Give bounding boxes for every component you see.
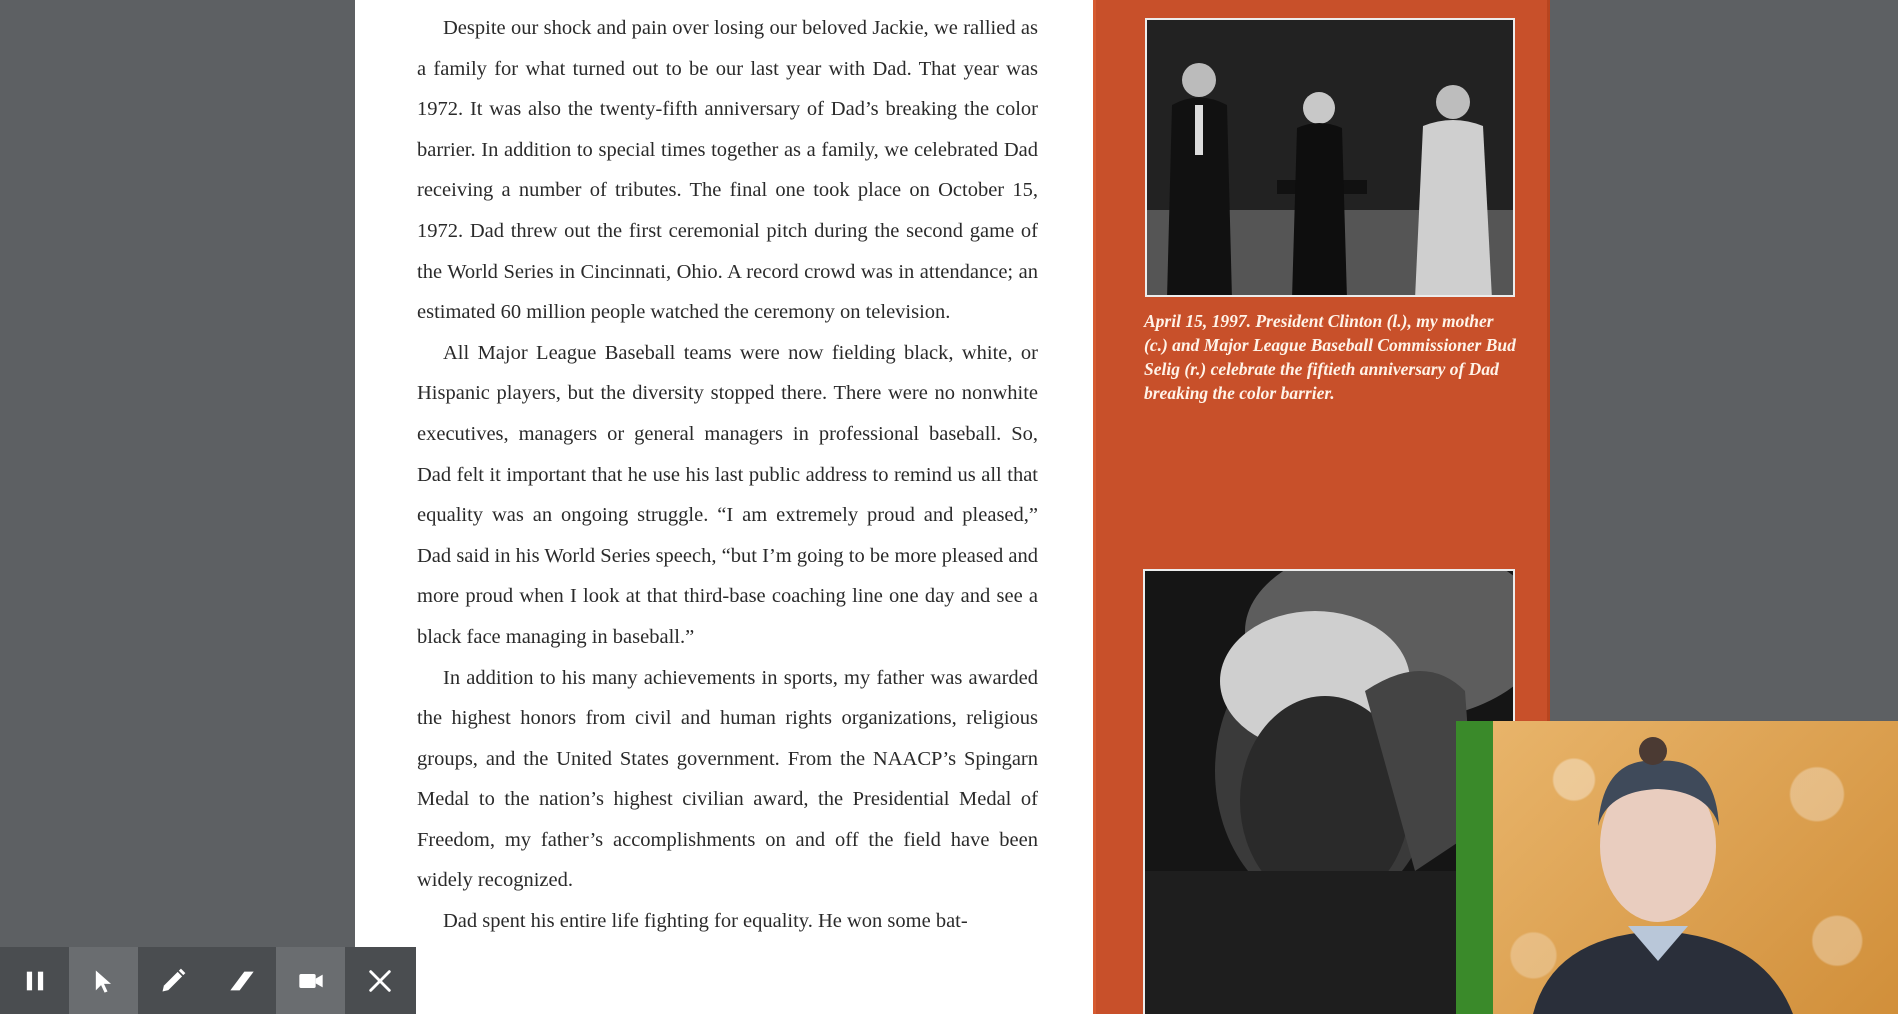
webcam-border-bar (1456, 721, 1493, 1014)
ceremony-photo (1145, 18, 1515, 297)
pause-icon (21, 967, 49, 995)
eraser-tool-button[interactable] (207, 947, 276, 1014)
presentation-toolbar (0, 947, 416, 1014)
cursor-icon (90, 967, 118, 995)
document-page (355, 0, 1093, 1014)
video-camera-icon (297, 967, 325, 995)
paragraph-2: All Major League Baseball teams were now fielding black, white, or Hispanic players, but the diversity stopped there. There were no nonwhite executives, managers or general managers in professional baseball. So, Dad felt it important that he use his last public address to remind us all that equality was an ongoing struggle. “I am extremely proud and pleased,” Dad said in his World Series speech, “but I’m going to be more pleased and more proud when I look at that third-base coaching line one day and see a black face managing in baseball.” (417, 341, 1038, 648)
close-button[interactable] (345, 947, 414, 1014)
close-icon (366, 967, 394, 995)
paragraph-4: Dad spent his entire life fighting for equality. He won some bat- (443, 910, 968, 933)
camera-toggle-button[interactable] (276, 947, 345, 1014)
webcam-person (1493, 721, 1898, 1014)
paragraph-3: In addition to his many achievements in sports, my father was awarded the highest honors from civil and human rights organizations, religious groups, and the United States government. From the NAACP’s Spingarn Medal to the nation’s highest civilian award, the Presidential Medal of Freedom, my father’s accomplishments on and off the field have been widely recognized. (417, 666, 1038, 892)
eraser-icon (228, 967, 256, 995)
paragraph-1: Despite our shock and pain over losing our beloved Jackie, we rallied as a family for what turned out to be our last year with Dad. That year was 1972. It was also the twenty-fifth anniversary of Dad’s breaking the color barrier. In addition to special times together as a family, we celebrated Dad receiving a number of tributes. The final one took place on October 15, 1972. Dad threw out the first ceremonial pitch during the second game of the World Series in Cincinnati, Ohio. A record crowd was in attendance; an estimated 60 million people watched the ceremony on television. (417, 17, 1038, 324)
pen-tool-button[interactable] (138, 947, 207, 1014)
pencil-icon (159, 967, 187, 995)
webcam-feed (1456, 721, 1898, 1014)
pause-button[interactable] (0, 947, 69, 1014)
photo-caption: April 15, 1997. President Clinton (l.), my mother (c.) and Major League Baseball Commissioner Bud Selig (r.) celebrate the fiftieth anniversary of Dad breaking the color barrier. (1144, 311, 1516, 403)
pointer-tool-button[interactable] (69, 947, 138, 1014)
ceremony-photo-illustration (1147, 20, 1515, 297)
body-text (417, 8, 1038, 942)
